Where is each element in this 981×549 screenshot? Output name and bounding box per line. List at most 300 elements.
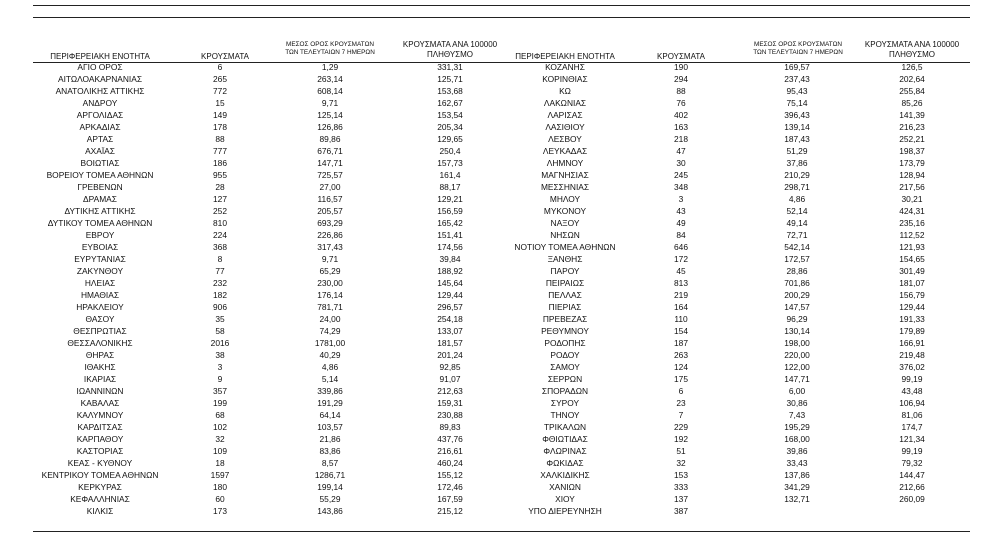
left-row-per-100k: 91,07 (439, 374, 461, 384)
right-row-avg-7day: 37,86 (786, 158, 808, 168)
left-row-region-name: ΚΙΛΚΙΣ (86, 506, 114, 516)
left-row-per-100k: 460,24 (437, 458, 463, 468)
left-row-avg-7day: 21,86 (319, 434, 341, 444)
left-row-avg-7day: 676,71 (317, 146, 343, 156)
left-header-cases: ΚΡΟΥΣΜΑΤΑ (201, 52, 249, 61)
left-row-per-100k: 88,17 (439, 182, 461, 192)
left-row-region-name: ΔΡΑΜΑΣ (83, 194, 117, 204)
left-row-region-name: ΔΥΤΙΚΟΥ ΤΟΜΕΑ ΑΘΗΝΩΝ (47, 218, 153, 228)
right-row-per-100k: 43,48 (901, 386, 923, 396)
right-row-per-100k: 141,39 (899, 110, 925, 120)
left-row-region-name: ΙΩΑΝΝΙΝΩΝ (76, 386, 124, 396)
left-row-region-name: ΕΥΒΟΙΑΣ (81, 242, 119, 252)
left-row-avg-7day: 608,14 (317, 86, 343, 96)
right-row-region-name: ΛΑΚΩΝΙΑΣ (543, 98, 587, 108)
left-row-cases: 357 (213, 386, 227, 396)
right-row-cases: 76 (676, 98, 686, 108)
left-row-cases: 88 (215, 134, 225, 144)
left-row-per-100k: 165,42 (437, 218, 463, 228)
right-row-region-name: ΠΙΕΡΙΑΣ (548, 302, 582, 312)
right-row-avg-7day: 147,71 (784, 374, 810, 384)
right-row-cases: 192 (674, 434, 688, 444)
right-row-cases: 137 (674, 494, 688, 504)
right-row-region-name: ΧΑΛΚΙΔΙΚΗΣ (540, 470, 590, 480)
left-row-cases: 35 (215, 314, 225, 324)
left-row-per-100k: 201,24 (437, 350, 463, 360)
right-row-avg-7day: 130,14 (784, 326, 810, 336)
left-row-per-100k: 129,21 (437, 194, 463, 204)
left-row-region-name: ΒΟΡΕΙΟΥ ΤΟΜΕΑ ΑΘΗΝΩΝ (46, 170, 154, 180)
right-row-avg-7day: 39,86 (786, 446, 808, 456)
left-row-cases: 8 (217, 254, 223, 264)
left-row-cases: 178 (213, 122, 227, 132)
left-row-region-name: ΚΕΑΣ - ΚΥΘΝΟΥ (67, 458, 133, 468)
right-row-per-100k: 156,79 (899, 290, 925, 300)
left-row-per-100k: 437,76 (437, 434, 463, 444)
left-row-per-100k: 155,12 (437, 470, 463, 480)
right-row-per-100k: 202,64 (899, 74, 925, 84)
right-row-avg-7day: 169,57 (784, 62, 810, 72)
left-row-avg-7day: 83,86 (319, 446, 341, 456)
right-row-avg-7day: 4,86 (788, 194, 806, 204)
right-row-region-name: ΠΑΡΟΥ (550, 266, 580, 276)
left-row-region-name: ΒΟΙΩΤΙΑΣ (80, 158, 120, 168)
left-row-avg-7day: 55,29 (319, 494, 341, 504)
left-row-avg-7day: 40,29 (319, 350, 341, 360)
right-row-cases: 153 (674, 470, 688, 480)
right-row-avg-7day: 298,71 (784, 182, 810, 192)
right-row-per-100k: 212,66 (899, 482, 925, 492)
left-row-cases: 28 (215, 182, 225, 192)
left-row-avg-7day: 693,29 (317, 218, 343, 228)
left-row-cases: 180 (213, 482, 227, 492)
right-row-cases: 23 (676, 398, 686, 408)
left-row-per-100k: 205,34 (437, 122, 463, 132)
left-row-cases: 1597 (210, 470, 230, 480)
left-row-region-name: ΑΡΤΑΣ (86, 134, 114, 144)
left-row-avg-7day: 5,14 (321, 374, 339, 384)
left-row-cases: 60 (215, 494, 225, 504)
right-header-avg (738, 41, 858, 57)
left-row-region-name: ΑΙΤΩΛΟΑΚΑΡΝΑΝΙΑΣ (57, 74, 143, 84)
left-row-cases: 182 (213, 290, 227, 300)
right-row-avg-7day: 51,29 (786, 146, 808, 156)
right-row-per-100k: 219,48 (899, 350, 925, 360)
left-row-avg-7day: 1,29 (321, 62, 339, 72)
left-row-avg-7day: 64,14 (319, 410, 341, 420)
left-row-cases: 368 (213, 242, 227, 252)
left-row-region-name: ΚΕΦΑΛΛΗΝΙΑΣ (70, 494, 130, 504)
right-row-region-name: ΡΕΘΥΜΝΟΥ (541, 326, 589, 336)
left-row-per-100k: 129,65 (437, 134, 463, 144)
right-row-region-name: ΚΟΖΑΝΗΣ (545, 62, 585, 72)
left-row-region-name: ΔΥΤΙΚΗΣ ΑΤΤΙΚΗΣ (64, 206, 136, 216)
right-row-per-100k: 128,94 (899, 170, 925, 180)
left-row-per-100k: 153,54 (437, 110, 463, 120)
right-row-avg-7day: 7,43 (788, 410, 806, 420)
left-row-per-100k: 153,68 (437, 86, 463, 96)
left-row-cases: 252 (213, 206, 227, 216)
right-row-cases: 110 (674, 314, 688, 324)
left-row-avg-7day: 230,00 (317, 278, 343, 288)
left-row-region-name: ΑΡΓΟΛΙΔΑΣ (76, 110, 124, 120)
right-row-region-name: ΦΘΙΩΤΙΔΑΣ (542, 434, 588, 444)
left-row-avg-7day: 27,00 (319, 182, 341, 192)
left-row-per-100k: 89,83 (439, 422, 461, 432)
left-row-avg-7day: 1781,00 (314, 338, 346, 348)
right-row-cases: 49 (676, 218, 686, 228)
right-row-region-name: ΜΥΚΟΝΟΥ (543, 206, 587, 216)
left-row-per-100k: 181,57 (437, 338, 463, 348)
right-row-avg-7day: 237,43 (784, 74, 810, 84)
right-row-avg-7day: 341,29 (784, 482, 810, 492)
left-row-avg-7day: 339,86 (317, 386, 343, 396)
left-row-avg-7day: 143,86 (317, 506, 343, 516)
left-row-cases: 58 (215, 326, 225, 336)
bottom-rule (33, 531, 970, 532)
right-row-cases: 813 (674, 278, 688, 288)
right-row-per-100k: 30,21 (901, 194, 923, 204)
right-row-cases: 229 (674, 422, 688, 432)
right-row-region-name: ΠΕΙΡΑΙΩΣ (545, 278, 585, 288)
right-row-per-100k: 255,84 (899, 86, 925, 96)
left-row-cases: 906 (213, 302, 227, 312)
left-row-avg-7day: 147,71 (317, 158, 343, 168)
left-row-cases: 265 (213, 74, 227, 84)
right-row-cases: 294 (674, 74, 688, 84)
left-row-region-name: ΗΛΕΙΑΣ (84, 278, 116, 288)
right-row-per-100k: 424,31 (899, 206, 925, 216)
right-row-avg-7day: 396,43 (784, 110, 810, 120)
left-row-region-name: ΙΘΑΚΗΣ (84, 362, 116, 372)
right-row-avg-7day: 132,71 (784, 494, 810, 504)
right-row-avg-7day: 96,29 (786, 314, 808, 324)
left-row-cases: 2016 (210, 338, 230, 348)
left-row-cases: 9 (217, 374, 223, 384)
right-row-region-name: ΛΕΥΚΑΔΑΣ (542, 146, 588, 156)
right-row-per-100k: 198,37 (899, 146, 925, 156)
right-header-avg-line1: ΜΕΣΟΣ ΟΡΟΣ ΚΡΟΥΣΜΑΤΩΝ (754, 41, 842, 48)
right-row-cases: 218 (674, 134, 688, 144)
right-row-region-name: ΡΟΔΟΥ (550, 350, 580, 360)
right-row-avg-7day: 33,43 (786, 458, 808, 468)
right-row-avg-7day: 210,29 (784, 170, 810, 180)
right-row-region-name: ΝΑΞΟΥ (550, 218, 580, 228)
left-row-avg-7day: 126,86 (317, 122, 343, 132)
right-row-cases: 43 (676, 206, 686, 216)
left-row-avg-7day: 116,57 (317, 194, 343, 204)
left-row-per-100k: 212,63 (437, 386, 463, 396)
left-header-per100k-line2: ΠΛΗΘΥΣΜΟ (426, 50, 474, 59)
right-row-cases: 646 (674, 242, 688, 252)
left-row-cases: 186 (213, 158, 227, 168)
right-row-per-100k: 121,93 (899, 242, 925, 252)
right-row-per-100k: 217,56 (899, 182, 925, 192)
right-row-cases: 3 (678, 194, 684, 204)
left-row-per-100k: 162,67 (437, 98, 463, 108)
right-row-per-100k: 252,21 (899, 134, 925, 144)
right-row-avg-7day: 195,29 (784, 422, 810, 432)
left-row-per-100k: 159,31 (437, 398, 463, 408)
left-row-cases: 68 (215, 410, 225, 420)
right-row-per-100k: 301,49 (899, 266, 925, 276)
left-row-region-name: ΚΑΒΑΛΑΣ (80, 398, 120, 408)
left-row-avg-7day: 9,71 (321, 98, 339, 108)
right-row-avg-7day: 198,00 (784, 338, 810, 348)
right-row-avg-7day: 701,86 (784, 278, 810, 288)
left-row-per-100k: 250,4 (439, 146, 461, 156)
right-row-per-100k: 112,52 (899, 230, 925, 240)
right-row-region-name: ΣΕΡΡΩΝ (547, 374, 583, 384)
left-header-per100k (390, 40, 510, 60)
left-row-region-name: ΚΕΝΤΡΙΚΟΥ ΤΟΜΕΑ ΑΘΗΝΩΝ (41, 470, 159, 480)
left-row-region-name: ΚΑΛΥΜΝΟΥ (76, 410, 124, 420)
left-row-region-name: ΙΚΑΡΙΑΣ (83, 374, 117, 384)
right-row-region-name: ΞΑΝΘΗΣ (547, 254, 583, 264)
right-row-region-name: ΡΟΔΟΠΗΣ (544, 338, 586, 348)
left-row-cases: 149 (213, 110, 227, 120)
left-row-cases: 77 (215, 266, 225, 276)
right-row-cases: 172 (674, 254, 688, 264)
right-row-per-100k: 260,09 (899, 494, 925, 504)
right-row-avg-7day: 168,00 (784, 434, 810, 444)
right-row-cases: 219 (674, 290, 688, 300)
left-row-per-100k: 215,12 (437, 506, 463, 516)
left-row-cases: 109 (213, 446, 227, 456)
left-row-per-100k: 167,59 (437, 494, 463, 504)
right-row-region-name: ΧΑΝΙΩΝ (549, 482, 581, 492)
right-row-cases: 45 (676, 266, 686, 276)
right-row-region-name: ΜΗΛΟΥ (549, 194, 581, 204)
right-header-avg-line2: ΤΩΝ ΤΕΛΕΥΤΑΙΩΝ 7 ΗΜΕΡΩΝ (753, 49, 843, 56)
header-bottom-rule (33, 62, 970, 63)
right-row-region-name: ΛΑΣΙΘΙΟΥ (545, 122, 585, 132)
right-row-per-100k: 126,5 (901, 62, 923, 72)
right-row-region-name: ΦΩΚΙΔΑΣ (546, 458, 584, 468)
right-row-per-100k: 154,65 (899, 254, 925, 264)
left-row-avg-7day: 263,14 (317, 74, 343, 84)
left-row-region-name: ΓΡΕΒΕΝΩΝ (77, 182, 123, 192)
left-row-avg-7day: 205,57 (317, 206, 343, 216)
right-row-per-100k: 144,47 (899, 470, 925, 480)
right-row-region-name: ΛΗΜΝΟΥ (546, 158, 584, 168)
right-row-cases: 7 (678, 410, 684, 420)
left-row-per-100k: 156,59 (437, 206, 463, 216)
right-row-cases: 245 (674, 170, 688, 180)
right-row-cases: 84 (676, 230, 686, 240)
right-row-cases: 190 (674, 62, 688, 72)
right-row-cases: 387 (674, 506, 688, 516)
left-row-cases: 15 (215, 98, 225, 108)
right-row-region-name: ΣΑΜΟΥ (550, 362, 580, 372)
left-row-cases: 173 (213, 506, 227, 516)
right-row-avg-7day: 200,29 (784, 290, 810, 300)
left-row-avg-7day: 9,71 (321, 254, 339, 264)
left-row-region-name: ΚΑΡΔΙΤΣΑΣ (77, 422, 123, 432)
right-row-region-name: ΥΠΟ ΔΙΕΡΕΥΝΗΣΗ (528, 506, 602, 516)
right-row-avg-7day: 28,86 (786, 266, 808, 276)
right-row-per-100k: 99,19 (901, 374, 923, 384)
right-row-avg-7day: 187,43 (784, 134, 810, 144)
right-row-avg-7day: 75,14 (786, 98, 808, 108)
right-header-per100k (852, 40, 972, 60)
left-row-cases: 102 (213, 422, 227, 432)
right-header-cases: ΚΡΟΥΣΜΑΤΑ (657, 52, 705, 61)
left-row-cases: 199 (213, 398, 227, 408)
left-row-region-name: ΑΡΚΑΔΙΑΣ (79, 122, 121, 132)
left-row-per-100k: 157,73 (437, 158, 463, 168)
right-row-avg-7day: 147,57 (784, 302, 810, 312)
right-row-avg-7day: 220,00 (784, 350, 810, 360)
left-row-avg-7day: 125,14 (317, 110, 343, 120)
left-row-cases: 810 (213, 218, 227, 228)
left-row-avg-7day: 89,86 (319, 134, 341, 144)
left-row-per-100k: 296,57 (437, 302, 463, 312)
left-row-cases: 3 (217, 362, 223, 372)
top-rule (33, 5, 970, 6)
right-row-per-100k: 235,16 (899, 218, 925, 228)
left-row-cases: 127 (213, 194, 227, 204)
left-row-per-100k: 331,31 (437, 62, 463, 72)
right-row-region-name: ΧΙΟΥ (555, 494, 575, 504)
right-row-avg-7day: 95,43 (786, 86, 808, 96)
right-row-avg-7day: 122,00 (784, 362, 810, 372)
right-row-per-100k: 191,33 (899, 314, 925, 324)
right-row-avg-7day: 6,00 (788, 386, 806, 396)
left-row-cases: 232 (213, 278, 227, 288)
right-row-cases: 348 (674, 182, 688, 192)
left-header-avg-line1: ΜΕΣΟΣ ΟΡΟΣ ΚΡΟΥΣΜΑΤΩΝ (286, 41, 374, 48)
right-row-cases: 88 (676, 86, 686, 96)
right-row-cases: 163 (674, 122, 688, 132)
right-row-per-100k: 376,02 (899, 362, 925, 372)
right-header-region: ΠΕΡΙΦΕΡΕΙΑΚΗ ΕΝΟΤΗΤΑ (515, 52, 615, 61)
left-row-cases: 32 (215, 434, 225, 444)
left-row-cases: 38 (215, 350, 225, 360)
left-row-avg-7day: 103,57 (317, 422, 343, 432)
left-row-region-name: ΑΝΑΤΟΛΙΚΗΣ ΑΤΤΙΚΗΣ (55, 86, 145, 96)
right-row-cases: 154 (674, 326, 688, 336)
right-row-avg-7day: 172,57 (784, 254, 810, 264)
left-row-region-name: ΖΑΚΥΝΘΟΥ (76, 266, 124, 276)
right-row-cases: 6 (678, 386, 684, 396)
right-row-region-name: ΠΕΛΛΑΣ (548, 290, 582, 300)
left-row-per-100k: 39,84 (439, 254, 461, 264)
right-row-per-100k: 173,79 (899, 158, 925, 168)
left-row-avg-7day: 74,29 (319, 326, 341, 336)
right-row-cases: 263 (674, 350, 688, 360)
left-row-cases: 772 (213, 86, 227, 96)
right-row-cases: 124 (674, 362, 688, 372)
right-row-region-name: ΛΕΣΒΟΥ (548, 134, 582, 144)
right-row-per-100k: 179,89 (899, 326, 925, 336)
left-row-avg-7day: 65,29 (319, 266, 341, 276)
right-row-per-100k: 166,91 (899, 338, 925, 348)
left-row-region-name: ΗΜΑΘΙΑΣ (80, 290, 120, 300)
right-row-cases: 187 (674, 338, 688, 348)
left-row-per-100k: 216,61 (437, 446, 463, 456)
left-row-avg-7day: 1286,71 (314, 470, 346, 480)
left-row-region-name: ΑΝΔΡΟΥ (82, 98, 118, 108)
right-row-cases: 32 (676, 458, 686, 468)
right-row-region-name: ΜΕΣΣΗΝΙΑΣ (540, 182, 590, 192)
left-row-per-100k: 145,64 (437, 278, 463, 288)
right-row-region-name: ΝΟΤΙΟΥ ΤΟΜΕΑ ΑΘΗΝΩΝ (514, 242, 616, 252)
left-row-avg-7day: 24,00 (319, 314, 341, 324)
left-row-per-100k: 188,92 (437, 266, 463, 276)
left-row-avg-7day: 4,86 (321, 362, 339, 372)
left-row-region-name: ΚΕΡΚΥΡΑΣ (78, 482, 122, 492)
left-row-cases: 224 (213, 230, 227, 240)
left-row-avg-7day: 317,43 (317, 242, 343, 252)
left-row-region-name: ΘΑΣΟΥ (85, 314, 115, 324)
right-row-avg-7day: 137,86 (784, 470, 810, 480)
right-row-cases: 333 (674, 482, 688, 492)
right-row-region-name: ΦΛΩΡΙΝΑΣ (543, 446, 587, 456)
left-row-region-name: ΘΕΣΣΑΛΟΝΙΚΗΣ (67, 338, 133, 348)
left-row-region-name: ΑΧΑΪΑΣ (85, 146, 115, 156)
right-row-per-100k: 85,26 (901, 98, 923, 108)
left-row-region-name: ΑΓΙΟ ΟΡΟΣ (77, 62, 123, 72)
right-row-avg-7day: 52,14 (786, 206, 808, 216)
right-row-cases: 402 (674, 110, 688, 120)
left-row-per-100k: 174,56 (437, 242, 463, 252)
right-row-per-100k: 121,34 (899, 434, 925, 444)
left-row-per-100k: 254,18 (437, 314, 463, 324)
right-row-per-100k: 216,23 (899, 122, 925, 132)
right-row-region-name: ΤΡΙΚΑΛΩΝ (543, 422, 587, 432)
left-row-avg-7day: 226,86 (317, 230, 343, 240)
right-row-region-name: ΛΑΡΙΣΑΣ (547, 110, 583, 120)
left-header-avg-line2: ΤΩΝ ΤΕΛΕΥΤΑΙΩΝ 7 ΗΜΕΡΩΝ (285, 49, 375, 56)
right-row-per-100k: 129,44 (899, 302, 925, 312)
right-row-cases: 164 (674, 302, 688, 312)
right-row-cases: 47 (676, 146, 686, 156)
right-row-region-name: ΚΩ (559, 86, 571, 96)
right-row-per-100k: 81,06 (901, 410, 923, 420)
right-row-region-name: ΣΥΡΟΥ (550, 398, 580, 408)
left-row-region-name: ΕΒΡΟΥ (85, 230, 115, 240)
left-row-cases: 777 (213, 146, 227, 156)
right-row-avg-7day: 72,71 (786, 230, 808, 240)
right-row-per-100k: 181,07 (899, 278, 925, 288)
header-top-rule (33, 17, 970, 18)
right-row-per-100k: 99,19 (901, 446, 923, 456)
right-row-region-name: ΤΗΝΟΥ (550, 410, 580, 420)
left-header-avg (270, 41, 390, 57)
right-row-cases: 175 (674, 374, 688, 384)
left-row-cases: 6 (217, 62, 223, 72)
left-header-per100k-line1: ΚΡΟΥΣΜΑΤΑ ΑΝΑ 100000 (402, 40, 498, 49)
left-row-avg-7day: 781,71 (317, 302, 343, 312)
left-row-per-100k: 161,4 (439, 170, 461, 180)
left-row-region-name: ΗΡΑΚΛΕΙΟΥ (76, 302, 124, 312)
left-row-avg-7day: 191,29 (317, 398, 343, 408)
left-row-per-100k: 92,85 (439, 362, 461, 372)
right-row-cases: 30 (676, 158, 686, 168)
left-row-region-name: ΚΑΣΤΟΡΙΑΣ (76, 446, 124, 456)
left-row-per-100k: 172,46 (437, 482, 463, 492)
left-row-per-100k: 125,71 (437, 74, 463, 84)
right-row-per-100k: 79,32 (901, 458, 923, 468)
left-row-region-name: ΘΕΣΠΡΩΤΙΑΣ (73, 326, 127, 336)
right-row-per-100k: 106,94 (899, 398, 925, 408)
left-row-avg-7day: 176,14 (317, 290, 343, 300)
right-header-per100k-line2: ΠΛΗΘΥΣΜΟ (888, 50, 936, 59)
left-row-cases: 955 (213, 170, 227, 180)
right-row-region-name: ΣΠΟΡΑΔΩΝ (541, 386, 589, 396)
right-row-cases: 51 (676, 446, 686, 456)
